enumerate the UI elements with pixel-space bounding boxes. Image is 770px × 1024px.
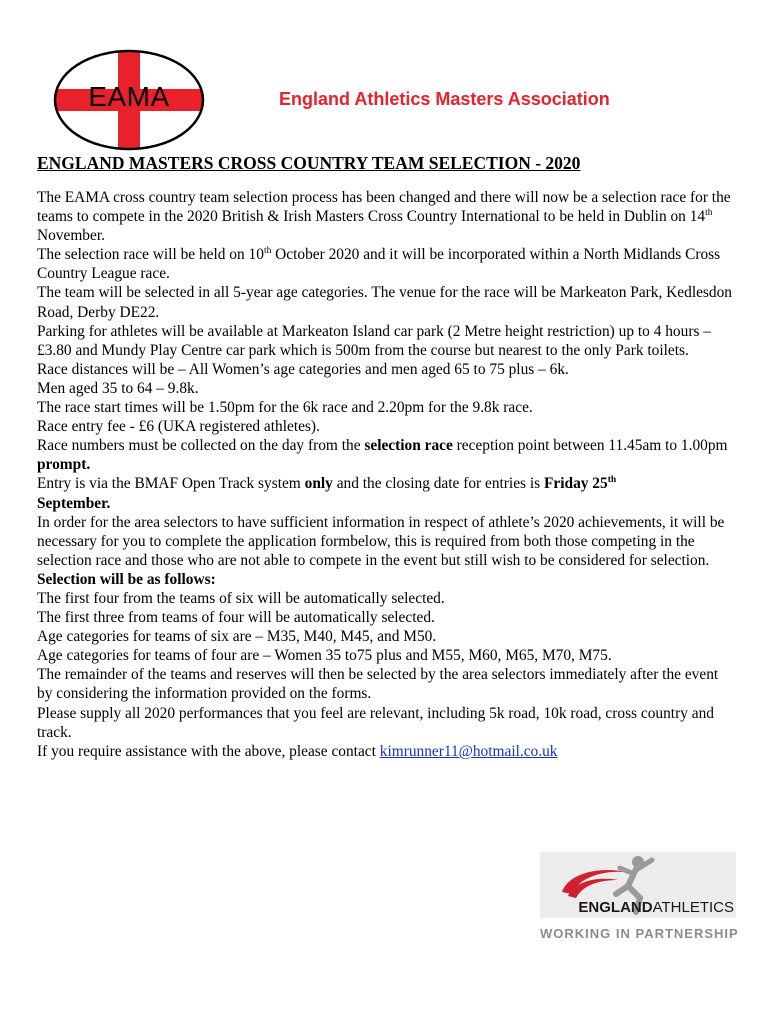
document-text xyxy=(37,188,737,761)
association-name: England Athletics Masters Association xyxy=(279,89,610,109)
selection-heading: Selection will be as follows: xyxy=(37,570,216,588)
eama-logo xyxy=(52,48,206,152)
paragraph-categories-six: Age categories for teams of six are – M35, M40, M45, and M50. xyxy=(37,628,437,646)
paragraph-parking: Parking for athletes will be available at Markeaton Island car park (2 Metre height restriction) up to 4 hours – £3.80 and Mundy Play Centre car park which is 500m from the course but nearest to the only Park toilets. xyxy=(37,322,711,359)
paragraph-entry: Entry is via the BMAF Open Track system only and the closing date for entries is Friday 25th September. xyxy=(37,475,617,512)
paragraph-race-date: The selection race will be held on 10th October 2020 and it will be incorporated within a North Midlands Cross Country League race. xyxy=(37,246,721,283)
england-athletics-logo xyxy=(540,852,739,944)
paragraph-selection-six: The first four from the teams of six will be automatically selected. xyxy=(37,589,445,607)
contact-email-link[interactable]: kimrunner11@hotmail.co.uk xyxy=(379,742,558,760)
paragraph-selection-four: The first three from teams of four will be automatically selected. xyxy=(37,609,435,627)
paragraph-intro: The EAMA cross country team selection process has been changed and there will now be a selection race for the teams to compete in the 2020 British & Irish Masters Cross Country International to be held in Dublin on 14th November. xyxy=(37,189,731,245)
paragraph-contact: If you require assistance with the above, please contact kimrunner11@hotmail.co.uk xyxy=(37,742,558,760)
logo-text: EAMA xyxy=(88,81,170,112)
england-athletics-wordmark: ENGLANDATHLETICS xyxy=(578,899,734,916)
paragraph-race-numbers: Race numbers must be collected on the day from the selection race reception point between 11.45am to 1.00pm prompt. xyxy=(37,437,728,474)
paragraph-venue: The team will be selected in all 5-year age categories. The venue for the race will be Markeaton Park, Kedlesdon Road, Derby DE22. xyxy=(37,284,732,321)
document-body xyxy=(37,153,737,761)
page-header xyxy=(0,0,770,150)
paragraph-remainder: The remainder of the teams and reserves will then be selected by the area selectors immediately after the event by considering the information provided on the forms. xyxy=(37,666,719,703)
document-title: ENGLAND MASTERS CROSS COUNTRY TEAM SELECTION - 2020 xyxy=(37,153,581,173)
working-in-partnership-text: WORKING IN PARTNERSHIP xyxy=(540,926,739,941)
paragraph-categories-four: Age categories for teams of four are – Women 35 to75 plus and M55, M60, M65, M70, M75. xyxy=(37,647,612,665)
paragraph-entry-fee: Race entry fee - £6 (UKA registered athletes). xyxy=(37,418,320,436)
paragraph-distances-men: Men aged 35 to 64 – 9.8k. xyxy=(37,379,199,397)
paragraph-performances: Please supply all 2020 performances that you feel are relevant, including 5k road, 10k road, cross country and track. xyxy=(37,704,714,741)
paragraph-start-times: The race start times will be 1.50pm for the 6k race and 2.20pm for the 9.8k race. xyxy=(37,399,533,417)
paragraph-application: In order for the area selectors to have sufficient information in respect of athlete’s 2020 achievements, it will be necessary for you to complete the application formbelow, this is required from both those competing in the selection race and those who are not able to compete in the event but still wish to be considered for selection. xyxy=(37,513,725,569)
paragraph-distances-women: Race distances will be – All Women’s age categories and men aged 65 to 75 plus – 6k. xyxy=(37,360,569,378)
